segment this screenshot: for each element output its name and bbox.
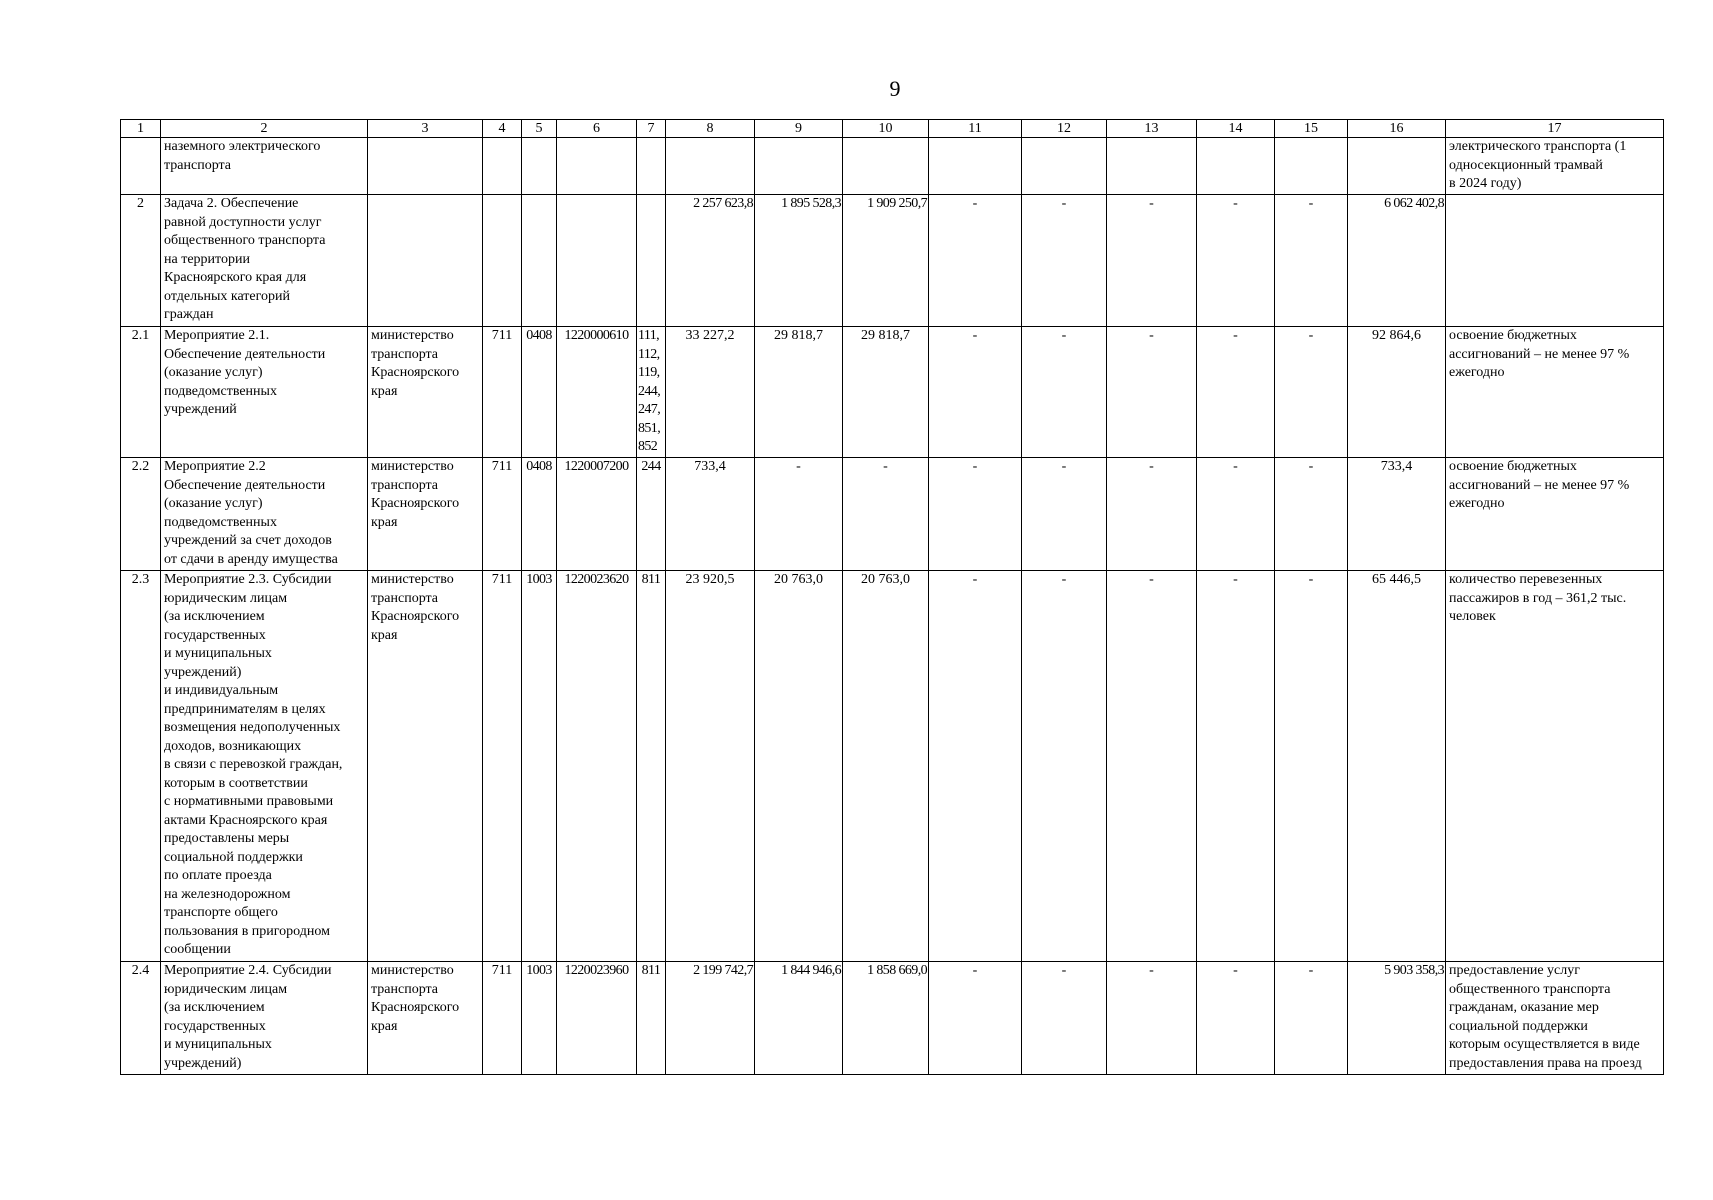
row-number: 2.3 [121,571,161,962]
value-col-11: - [929,195,1022,327]
value-col-8 [666,138,755,195]
column-header: 10 [843,120,929,138]
value-col-9 [755,138,843,195]
table-row [121,327,1664,458]
value-col-9: 29 818,7 [755,327,843,458]
code-col-7: 811 [637,571,666,962]
value-col-13: - [1107,571,1197,962]
row-name: Мероприятие 2.3. Субсидии юридическим лицам (за исключением государственных и муниципальных учреждений) и индивидуальным предпринимателям в целях возмещения недополученных доходов, возникающих в связи с перевозкой граждан, которым в соответствии с нормативными правовыми актами Красноярского края предоставлены меры социальной поддержки по оплате проезда на железнодорожном транспорте общего пользования в пригородном сообщении [161,571,368,962]
row-name: наземного электрического транспорта [161,138,368,195]
column-header: 15 [1275,120,1348,138]
value-col-11: - [929,962,1022,1075]
value-col-9: 1 895 528,3 [755,195,843,327]
code-col-7: 811 [637,962,666,1075]
row-name: Задача 2. Обеспечение равной доступности услуг общественного транспорта на территории Красноярского края для отдельных категорий граждан [161,195,368,327]
code-col-7: 244 [637,458,666,571]
value-col-10: 29 818,7 [843,327,929,458]
budget-table [120,119,1664,1075]
column-header: 3 [368,120,483,138]
row-name: Мероприятие 2.2 Обеспечение деятельности (оказание услуг) подведомственных учреждений за счет доходов от сдачи в аренду имущества [161,458,368,571]
code-col-5 [522,138,557,195]
value-col-12: - [1022,195,1107,327]
value-col-11: - [929,571,1022,962]
value-col-10: 1 909 250,7 [843,195,929,327]
value-col-15: - [1275,962,1348,1075]
column-header: 7 [637,120,666,138]
column-header: 1 [121,120,161,138]
code-col-7 [637,195,666,327]
responsible-org: министерство транспорта Красноярского края [368,571,483,962]
value-col-15: - [1275,458,1348,571]
value-col-15: - [1275,195,1348,327]
value-col-9: - [755,458,843,571]
table-row [121,195,1664,327]
code-col-5: 1003 [522,571,557,962]
code-col-5: 0408 [522,327,557,458]
column-header: 17 [1446,120,1664,138]
value-col-9: 20 763,0 [755,571,843,962]
value-col-14: - [1197,571,1275,962]
value-col-8: 733,4 [666,458,755,571]
column-header: 13 [1107,120,1197,138]
column-header: 16 [1348,120,1446,138]
value-col-13: - [1107,962,1197,1075]
column-header: 9 [755,120,843,138]
code-col-5: 1003 [522,962,557,1075]
value-col-12: - [1022,962,1107,1075]
column-header: 6 [557,120,637,138]
code-col-4: 711 [483,571,522,962]
row-number: 2.1 [121,327,161,458]
code-col-4 [483,138,522,195]
value-col-13 [1107,138,1197,195]
value-col-11: - [929,458,1022,571]
code-col-6: 1220023960 [557,962,637,1075]
value-col-10 [843,138,929,195]
expected-result [1446,195,1664,327]
code-col-6: 1220000610 [557,327,637,458]
code-col-7: 111, 112, 119, 244, 247, 851, 852 [637,327,666,458]
row-number: 2.2 [121,458,161,571]
column-number-header-row [121,120,1664,138]
value-col-8: 2 257 623,8 [666,195,755,327]
page-number: 9 [889,76,901,101]
total-col-16: 92 864,6 [1348,327,1446,458]
column-header: 14 [1197,120,1275,138]
total-col-16: 733,4 [1348,458,1446,571]
total-col-16: 65 446,5 [1348,571,1446,962]
value-col-15: - [1275,327,1348,458]
value-col-11: - [929,327,1022,458]
table-row [121,458,1664,571]
responsible-org [368,138,483,195]
row-name: Мероприятие 2.4. Субсидии юридическим лицам (за исключением государственных и муниципальных учреждений) [161,962,368,1075]
responsible-org: министерство транспорта Красноярского края [368,327,483,458]
expected-result: предоставление услуг общественного транспорта гражданам, оказание мер социальной поддержки которым осуществляется в виде предоставления права на проезд [1446,962,1664,1075]
column-header: 4 [483,120,522,138]
responsible-org: министерство транспорта Красноярского края [368,458,483,571]
column-header: 5 [522,120,557,138]
table-row [121,962,1664,1075]
value-col-15: - [1275,571,1348,962]
row-number: 2.4 [121,962,161,1075]
value-col-11 [929,138,1022,195]
code-col-5: 0408 [522,458,557,571]
value-col-10: 1 858 669,0 [843,962,929,1075]
value-col-8: 23 920,5 [666,571,755,962]
responsible-org: министерство транспорта Красноярского края [368,962,483,1075]
value-col-14 [1197,138,1275,195]
expected-result: освоение бюджетных ассигнований – не менее 97 % ежегодно [1446,327,1664,458]
code-col-7 [637,138,666,195]
value-col-13: - [1107,327,1197,458]
total-col-16: 6 062 402,8 [1348,195,1446,327]
column-header: 11 [929,120,1022,138]
value-col-12: - [1022,458,1107,571]
value-col-14: - [1197,327,1275,458]
code-col-6: 1220023620 [557,571,637,962]
code-col-4: 711 [483,458,522,571]
value-col-14: - [1197,458,1275,571]
value-col-12 [1022,138,1107,195]
column-header: 12 [1022,120,1107,138]
column-header: 2 [161,120,368,138]
value-col-10: 20 763,0 [843,571,929,962]
value-col-12: - [1022,571,1107,962]
value-col-14: - [1197,962,1275,1075]
value-col-13: - [1107,458,1197,571]
value-col-12: - [1022,327,1107,458]
table-row [121,571,1664,962]
row-name: Мероприятие 2.1. Обеспечение деятельности (оказание услуг) подведомственных учреждений [161,327,368,458]
responsible-org [368,195,483,327]
row-number: 2 [121,195,161,327]
code-col-4: 711 [483,962,522,1075]
column-header: 8 [666,120,755,138]
value-col-9: 1 844 946,6 [755,962,843,1075]
total-col-16: 5 903 358,3 [1348,962,1446,1075]
code-col-6 [557,195,637,327]
value-col-13: - [1107,195,1197,327]
code-col-4: 711 [483,327,522,458]
expected-result: количество перевезенных пассажиров в год – 361,2 тыс. человек [1446,571,1664,962]
code-col-6: 1220007200 [557,458,637,571]
value-col-10: - [843,458,929,571]
code-col-4 [483,195,522,327]
row-number [121,138,161,195]
value-col-15 [1275,138,1348,195]
expected-result: освоение бюджетных ассигнований – не менее 97 % ежегодно [1446,458,1664,571]
value-col-8: 33 227,2 [666,327,755,458]
value-col-14: - [1197,195,1275,327]
expected-result: электрического транспорта (1 односекционный трамвай в 2024 году) [1446,138,1664,195]
table-row [121,138,1664,195]
total-col-16 [1348,138,1446,195]
value-col-8: 2 199 742,7 [666,962,755,1075]
code-col-6 [557,138,637,195]
code-col-5 [522,195,557,327]
